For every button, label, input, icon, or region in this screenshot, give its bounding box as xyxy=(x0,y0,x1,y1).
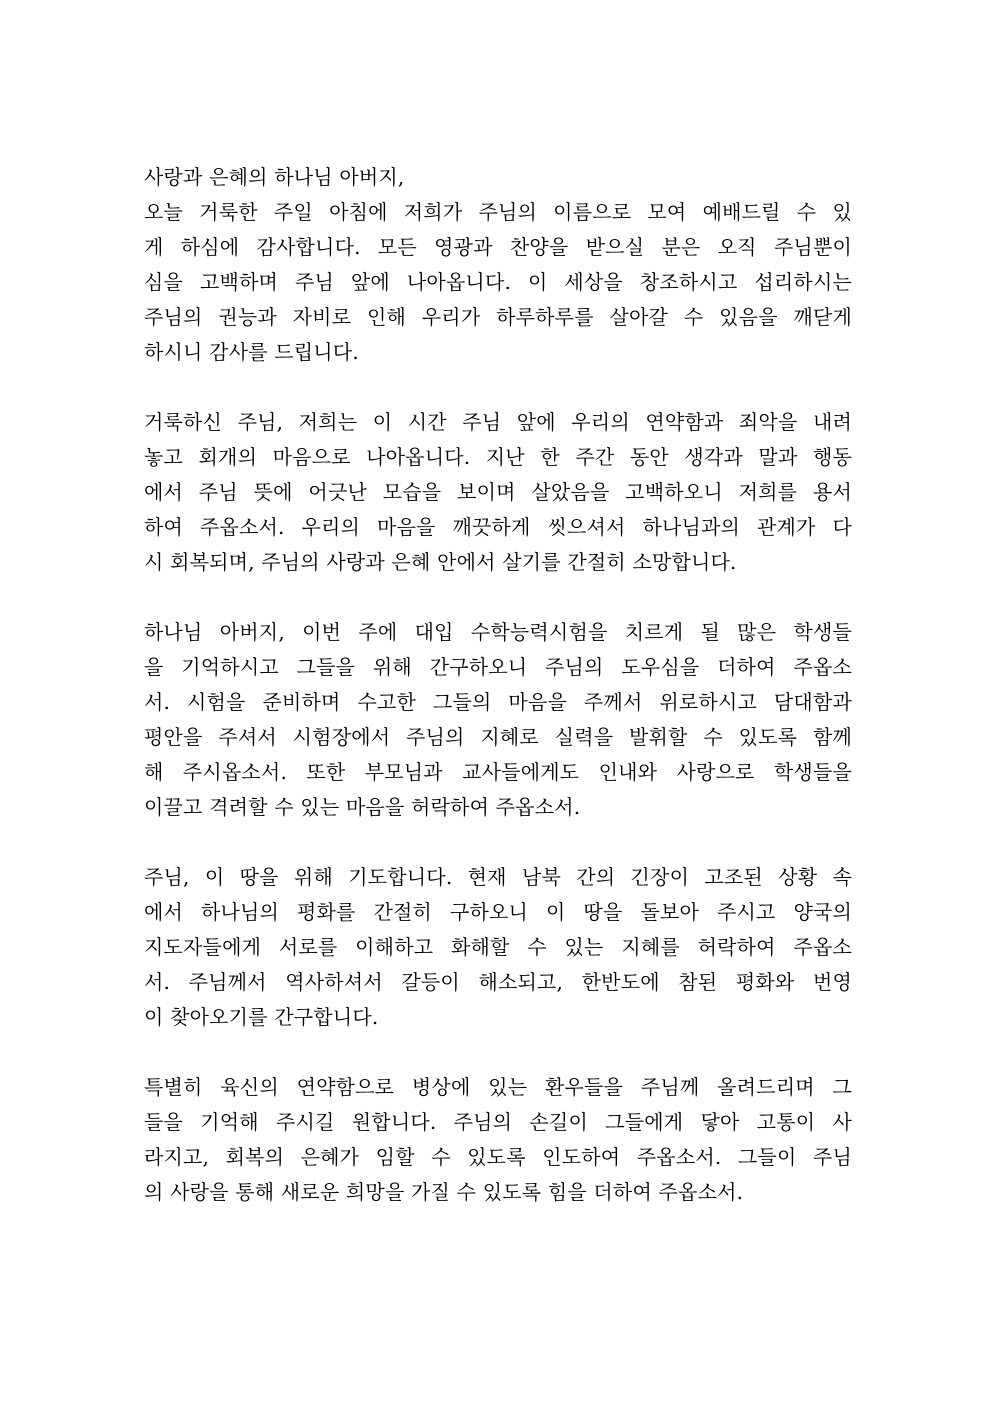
text-line: 주님의 권능과 자비로 인해 우리가 하루하루를 살아갈 수 있음을 깨닫게 xyxy=(144,305,852,329)
text-line: 서. 시험을 준비하며 수고한 그들의 마음을 주께서 위로하시고 담대함과 xyxy=(144,690,852,714)
paragraph-3 xyxy=(144,615,852,825)
paragraph-2 xyxy=(144,405,852,580)
text-line: 을 기억하시고 그들을 위해 간구하오니 주님의 도우심을 더하여 주옵소 xyxy=(144,655,852,679)
text-line: 시 회복되며, 주님의 사랑과 은혜 안에서 살기를 간절히 소망합니다. xyxy=(144,550,737,574)
text-line: 이 찾아오기를 간구합니다. xyxy=(144,1005,379,1029)
text-line: 라지고, 회복의 은혜가 임할 수 있도록 인도하여 주옵소서. 그들이 주님 xyxy=(144,1145,852,1169)
text-line: 서. 주님께서 역사하셔서 갈등이 해소되고, 한반도에 참된 평화와 번영 xyxy=(144,970,852,994)
prayer-text xyxy=(144,160,852,1245)
text-line: 해 주시옵소서. 또한 부모님과 교사들에게도 인내와 사랑으로 학생들을 xyxy=(144,760,852,784)
text-line: 의 사랑을 통해 새로운 희망을 가질 수 있도록 힘을 더하여 주옵소서. xyxy=(144,1180,744,1204)
text-line: 사랑과 은혜의 하나님 아버지, xyxy=(144,165,405,189)
text-line: 하시니 감사를 드립니다. xyxy=(144,340,359,364)
text-line: 게 하심에 감사합니다. 모든 영광과 찬양을 받으실 분은 오직 주님뿐이 xyxy=(144,235,852,259)
text-line: 거룩하신 주님, 저희는 이 시간 주님 앞에 우리의 연약함과 죄악을 내려 xyxy=(144,410,852,434)
text-line: 평안을 주셔서 시험장에서 주님의 지혜로 실력을 발휘할 수 있도록 함께 xyxy=(144,725,852,749)
text-line: 주님, 이 땅을 위해 기도합니다. 현재 남북 간의 긴장이 고조된 상황 속 xyxy=(144,865,852,889)
text-line: 특별히 육신의 연약함으로 병상에 있는 환우들을 주님께 올려드리며 그 xyxy=(144,1075,852,1099)
text-line: 심을 고백하며 주님 앞에 나아옵니다. 이 세상을 창조하시고 섭리하시는 xyxy=(144,270,852,294)
text-line: 들을 기억해 주시길 원합니다. 주님의 손길이 그들에게 닿아 고통이 사 xyxy=(144,1110,852,1134)
text-line: 하여 주옵소서. 우리의 마음을 깨끗하게 씻으셔서 하나님과의 관계가 다 xyxy=(144,515,852,539)
text-line: 오늘 거룩한 주일 아침에 저희가 주님의 이름으로 모여 예배드릴 수 있 xyxy=(144,200,852,224)
paragraph-1 xyxy=(144,160,852,370)
text-line: 에서 하나님의 평화를 간절히 구하오니 이 땅을 돌보아 주시고 양국의 xyxy=(144,900,852,924)
text-line: 에서 주님 뜻에 어긋난 모습을 보이며 살았음을 고백하오니 저희를 용서 xyxy=(144,480,852,504)
text-line: 이끌고 격려할 수 있는 마음을 허락하여 주옵소서. xyxy=(144,795,581,819)
text-line: 하나님 아버지, 이번 주에 대입 수학능력시험을 치르게 될 많은 학생들 xyxy=(144,620,852,644)
paragraph-5 xyxy=(144,1070,852,1210)
text-line: 놓고 회개의 마음으로 나아옵니다. 지난 한 주간 동안 생각과 말과 행동 xyxy=(144,445,852,469)
text-line: 지도자들에게 서로를 이해하고 화해할 수 있는 지혜를 허락하여 주옵소 xyxy=(144,935,852,959)
paragraph-4 xyxy=(144,860,852,1035)
